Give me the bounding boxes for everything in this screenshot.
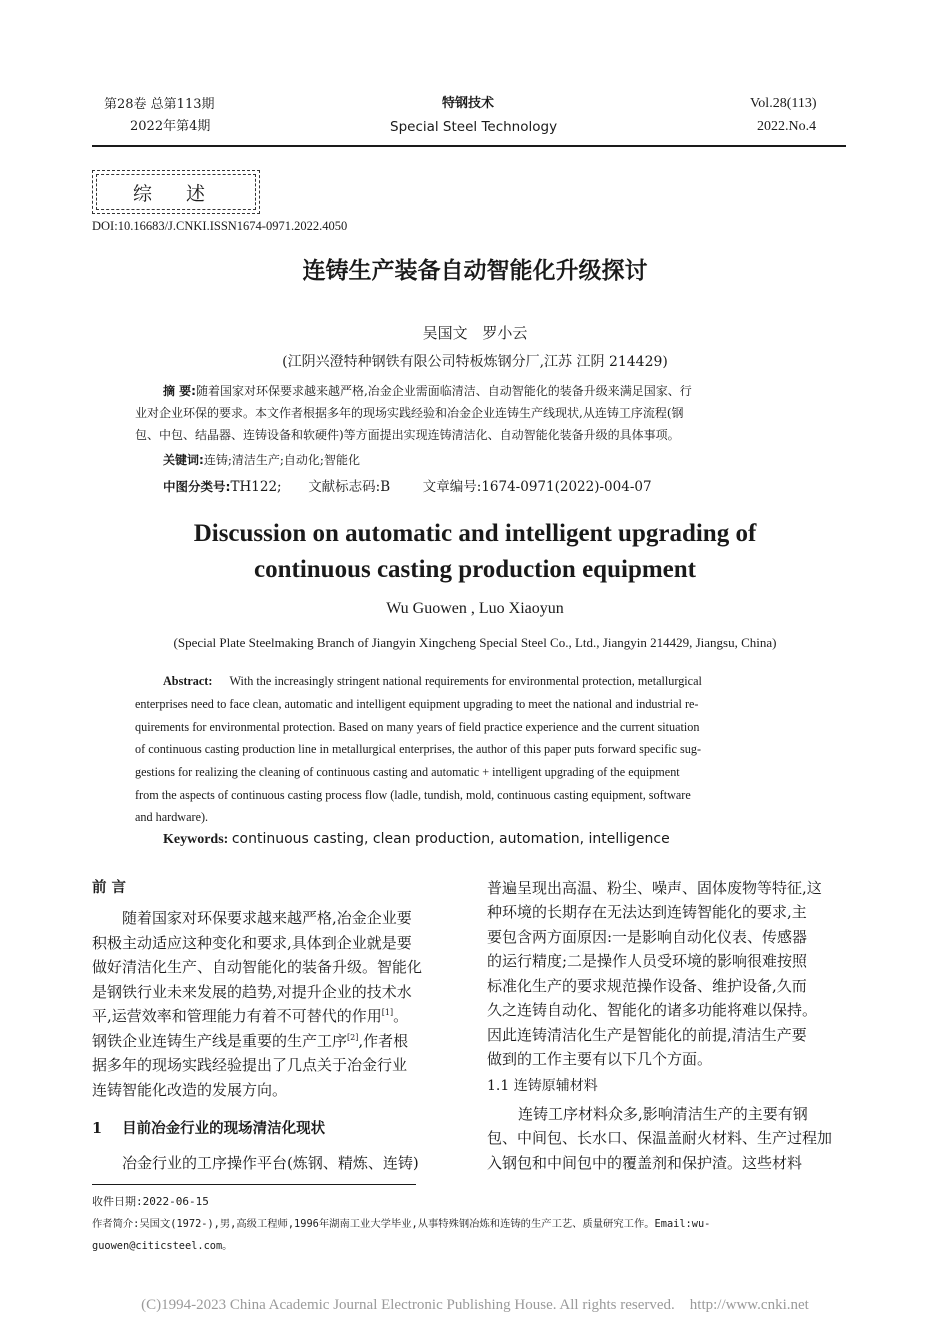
abstract-cn-label: 摘 要: — [163, 384, 196, 398]
preface-line-6-tail: ,作者根 — [358, 1032, 409, 1050]
heading-1-number: 1 — [92, 1120, 103, 1137]
preface-line-6 — [92, 1029, 452, 1053]
sub-line-1: 连铸工序材料众多,影响清洁生产的主要有钢 — [518, 1105, 808, 1123]
doc-code-value: B — [380, 479, 391, 495]
footnote-rule — [92, 1184, 416, 1185]
journal-name-cn: 特钢技术 — [442, 96, 495, 111]
preface-line-7: 据多年的现场实践经验提出了几点关于冶金行业 — [92, 1056, 408, 1074]
journal-name-en: Special Steel Technology — [390, 119, 558, 135]
preface-line-6-text: 钢铁企业连铸生产线是重要的生产工序 — [92, 1032, 348, 1050]
article-no-value: 1674-0971(2022)-004-07 — [481, 479, 652, 495]
heading-1-text: 目前冶金行业的现场清洁化现状 — [122, 1120, 326, 1137]
title-cn: 连铸生产装备自动智能化升级探讨 — [302, 257, 648, 284]
preface-line-5-text: 平,运营效率和管理能力有着不可替代的作用 — [92, 1007, 382, 1025]
abstract-en-text-2: enterprises need to face clean, automatic and intelligent equipment upgrading to meet the national and industrial re- — [135, 697, 699, 711]
header-rule — [92, 145, 846, 147]
section1-line-1: 冶金行业的工序操作平台(炼钢、精炼、连铸) — [122, 1154, 419, 1172]
author-bio-line2: guowen@citicsteel.com。 — [92, 1240, 233, 1252]
sub-line-3: 入钢包和中间包中的覆盖剂和保护渣。这些材料 — [487, 1154, 803, 1172]
abstract-en-text-7: and hardware). — [135, 810, 209, 824]
abstract-en-text-4: of continuous casting production line in metallurgical enterprises, the author of this paper puts forward specific sug- — [135, 742, 702, 756]
copyright-watermark: (C)1994-2023 China Academic Journal Electronic Publishing House. All rights reserved. http://www.cnki.net — [141, 1297, 809, 1313]
preface-line-5-tail: 。 — [393, 1007, 409, 1025]
abstract-en-label: Abstract: — [163, 674, 213, 688]
abstract-en-line1 — [163, 670, 801, 693]
keywords-en-label: Keywords: — [163, 832, 229, 847]
heading-1 — [92, 1117, 325, 1138]
author-bio-line1: 作者简介:吴国文(1972-),男,高级工程师,1996年湖南工业大学毕业,从事特殊钢冶炼和连铸的生产工艺、质量研究工作。Email:wu- — [92, 1218, 711, 1230]
journal-issue-en: 2022.No.4 — [757, 119, 817, 134]
journal-volume: 第28卷 总第113期 — [104, 97, 215, 112]
keywords-en — [163, 831, 670, 848]
article-no-label: 文章编号: — [422, 479, 482, 495]
abstract-cn — [163, 380, 803, 402]
authors-en: Wu Guowen , Luo Xiaoyun — [386, 600, 564, 617]
preface-line-2: 积极主动适应这种变化和要求,具体到企业就是要 — [92, 934, 412, 952]
citation-2: [2] — [347, 1033, 359, 1042]
title-en-line2: continuous casting production equipment — [254, 556, 696, 583]
section-type-label: 综 述 — [96, 174, 256, 210]
classification-line — [163, 475, 652, 495]
abstract-cn-line1: 随着国家对环保要求越来越严格,冶金企业需面临清洁、自动智能化的装备升级来满足国家、行 — [195, 384, 692, 398]
received-date: 收件日期:2022-06-15 — [92, 1195, 209, 1208]
preface-line-4: 是钢铁行业未来发展的趋势,对提升企业的技术水 — [92, 983, 412, 1001]
right-line-5: 标准化生产的要求规范操作设备、维护设备,久而 — [487, 977, 807, 995]
doi: DOI:10.16683/J.CNKI.ISSN1674-0971.2022.4050 — [92, 219, 348, 233]
section-type-box — [92, 170, 260, 214]
affiliation-cn: (江阴兴澄特种钢铁有限公司特板炼钢分厂,江苏 江阴 214429) — [282, 354, 668, 370]
right-line-3: 要包含两方面原因:一是影响自动化仪表、传感器 — [487, 928, 808, 946]
journal-volume-en: Vol.28(113) — [750, 96, 817, 111]
abstract-en-text-5: gestions for realizing the cleaning of continuous casting and automatic + intelligent upgrading of the equipment — [135, 765, 680, 779]
doc-code-label: 文献标志码: — [308, 479, 381, 495]
subheading-1-1: 1.1 连铸原辅材料 — [487, 1078, 598, 1094]
right-line-8: 做到的工作主要有以下几个方面。 — [487, 1050, 713, 1068]
keywords-cn — [163, 449, 360, 471]
keywords-cn-text: 连铸;清洁生产;自动化;智能化 — [203, 453, 360, 467]
abstract-en-text-1: With the increasingly stringent national requirements for environmental protection, metallurgical — [229, 674, 702, 688]
right-line-6: 久之连铸自动化、智能化的诸多功能将难以保持。 — [487, 1001, 818, 1019]
preface-line-5 — [92, 1004, 452, 1028]
right-line-1: 普遍呈现出高温、粉尘、噪声、固体废物等特征,这 — [487, 879, 822, 897]
abstract-en-text-6: from the aspects of continuous casting process flow (ladle, tundish, mold, continuous casting equipment, software — [135, 788, 691, 802]
title-en-line1: Discussion on automatic and intelligent upgrading of — [193, 520, 757, 547]
journal-issue: 2022年第4期 — [130, 119, 211, 134]
abstract-cn-line2: 业对企业环保的要求。本文作者根据多年的现场实践经验和冶金企业连铸生产线现状,从连铸工序流程(钢 — [135, 406, 684, 420]
right-line-4: 的运行精度;二是操作人员受环境的影响很难按照 — [487, 952, 808, 970]
affiliation-en: (Special Plate Steelmaking Branch of Jiangyin Xingcheng Special Steel Co., Ltd., Jiangyin 214429, Jiangsu, China) — [173, 635, 777, 650]
abstract-en-text-3: quirements for environmental protection. Based on many years of field practice experience and the current situation — [135, 720, 700, 734]
citation-1: [1] — [381, 1008, 394, 1017]
abstract-cn-line3: 包、中包、结晶器、连铸设备和软硬件)等方面提出实现连铸清洁化、自动智能化装备升级的具体事项。 — [135, 428, 680, 442]
preface-line-3: 做好清洁化生产、自动智能化的装备升级。智能化 — [92, 958, 423, 976]
clc-value: TH122; — [230, 479, 282, 495]
authors-cn: 吴国文 罗小云 — [422, 324, 528, 342]
keywords-en-text: continuous casting, clean production, automation, intelligence — [231, 831, 670, 847]
right-line-7: 因此连铸清洁化生产是智能化的前提,清洁生产要 — [487, 1026, 807, 1044]
sub-line-2: 包、中间包、长水口、保温盖耐火材料、生产过程加 — [487, 1129, 833, 1147]
preface-line-1: 随着国家对环保要求越来越严格,冶金企业要 — [122, 909, 412, 927]
preface-line-8: 连铸智能化改造的发展方向。 — [92, 1081, 288, 1099]
keywords-cn-label: 关键词: — [163, 453, 204, 467]
clc-label: 中图分类号: — [163, 479, 231, 494]
heading-preface: 前 言 — [92, 879, 127, 896]
right-line-2: 种环境的长期存在无法达到连铸智能化的要求,主 — [487, 903, 807, 921]
